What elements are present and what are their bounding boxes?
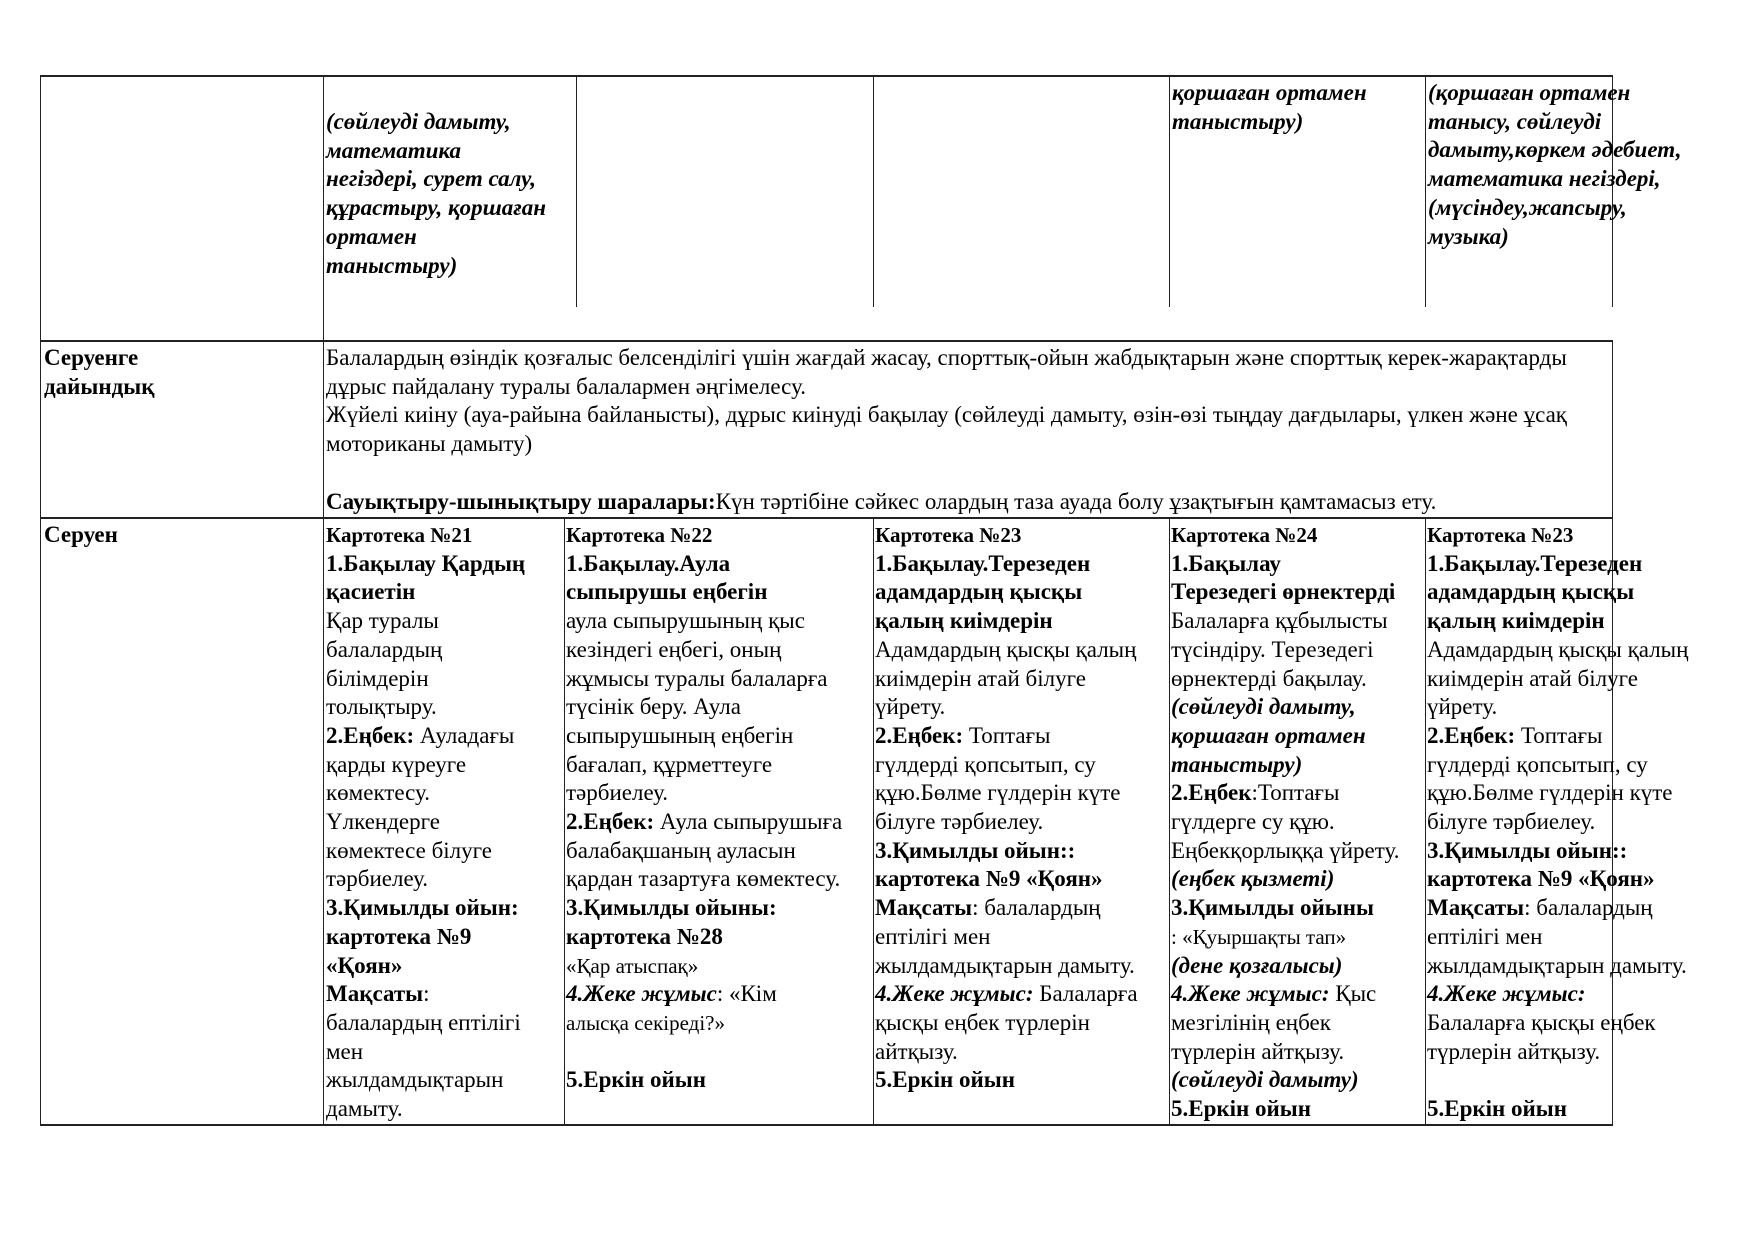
col-divider-3 xyxy=(873,517,874,1125)
walk-col4-line-16: 4.Жеке жұмыс: Қыс xyxy=(1171,981,1377,1007)
walk-col5-line-9: құю.Бөлме гүлдерін күте xyxy=(1427,780,1673,806)
walk-col4-line-10: гүлдерге су құю. xyxy=(1171,809,1335,835)
walk-col2-line-12: қардан тазартуға көмектесу. xyxy=(566,866,841,892)
walk-col1-line-10: Үлкендерге xyxy=(326,809,440,835)
top-row-col5-text xyxy=(1172,79,1367,136)
walk-col3-line-19: 5.Еркін ойын xyxy=(875,1067,1015,1093)
walk-col4-line-5: өрнектерді бақылау. xyxy=(1171,665,1367,691)
walk-col3-line-7: 2.Еңбек: Топтағы xyxy=(875,722,1051,748)
health-measures-title: Сауықтыру-шынықтыру шаралары: xyxy=(326,488,716,514)
walk-col5-line-3: қалың киімдерін xyxy=(1427,608,1605,634)
walk-col1-line-19: жылдамдықтарын xyxy=(326,1067,504,1093)
col-divider-4-top xyxy=(1169,75,1170,307)
table-left-border xyxy=(40,75,41,1125)
walk-col1-line-20: дамыту. xyxy=(326,1096,403,1122)
prep-text-line-1: Балалардың өзіндік қозғалыс белсенділігі үшін жағдай жасау, спорттық-ойын жабдықтарын және спорттық керек-жарақтарды xyxy=(326,345,1567,370)
walk-col4-line-6: (сөйлеуді дамыту, xyxy=(1171,694,1356,720)
walk-col4-line-19: (сөйлеуді дамыту) xyxy=(1171,1067,1359,1093)
walk-col5-line-7: 2.Еңбек: Топтағы xyxy=(1427,722,1603,748)
walk-col4-line-2: Терезедегі өрнектерді xyxy=(1171,579,1396,605)
walk-col4-line-7: қоршаған ортамен xyxy=(1171,722,1366,748)
walk-col5-line-10: білуге тәрбиелеу. xyxy=(1427,809,1596,835)
walk-col5-line-5: киімдерін атай білуге xyxy=(1427,665,1638,691)
walk-col1-line-5: білімдерін xyxy=(326,665,429,691)
walk-col4-line-8: таныстыру) xyxy=(1171,751,1303,777)
top-c2-line-1: (сөйлеуді дамыту, xyxy=(326,109,511,134)
walk-col3-line-13: Мақсаты: балалардың xyxy=(875,895,1101,921)
top-row-col6-text xyxy=(1428,79,1681,251)
walk-col4-line-3: Балаларға құбылысты xyxy=(1171,608,1388,634)
walk-col1-line-17: балалардың ептілігі xyxy=(326,1009,521,1035)
walk-col2-line-6: түсінік беру. Аула xyxy=(566,694,741,720)
top-c6-line-4: математика негіздері, xyxy=(1428,166,1661,192)
table-bottom-border xyxy=(40,1124,1613,1126)
col-divider-1 xyxy=(323,75,324,1125)
walk-col3-card-header: Картотека №23 xyxy=(875,523,1022,547)
walk-col5-card-header: Картотека №23 xyxy=(1427,523,1574,547)
walk-col-5 xyxy=(1427,521,1688,1124)
col-divider-5 xyxy=(1425,517,1426,1125)
walk-col1-line-16: Мақсаты: xyxy=(326,981,430,1007)
prep-row-text xyxy=(326,344,1567,516)
col-divider-2 xyxy=(564,517,565,1125)
walk-col5-line-11: 3.Қимылды ойын:: xyxy=(1427,837,1628,863)
walk-col1-line-18: мен xyxy=(326,1038,364,1064)
prep-blank-line xyxy=(326,459,1567,488)
walk-col5-line-12: картотека №9 «Қоян» xyxy=(1427,866,1655,892)
walk-col4-line-18: түрлерін айтқызу. xyxy=(1171,1038,1345,1064)
walk-col1-line-3: Қар туралы xyxy=(326,608,439,634)
walk-col2-line-2: сыпырушы еңбегін xyxy=(566,579,768,605)
walk-row-label: Серуен xyxy=(44,522,118,547)
walk-col2-line-15: «Қар атыспақ» xyxy=(566,953,699,978)
walk-col3-line-4: Адамдардың қысқы қалың xyxy=(875,636,1137,662)
walk-col1-card-header: Картотека №21 xyxy=(326,523,473,547)
walk-col4-card-header: Картотека №24 xyxy=(1171,523,1318,547)
walk-col2-line-8: бағалап, құрметтеуге xyxy=(566,751,773,777)
top-c5-line-2: таныстыру) xyxy=(1172,108,1304,134)
prep-label-line-1: Серуенге xyxy=(44,345,139,370)
walk-col3-line-17: қысқы еңбек түрлерін xyxy=(875,1009,1090,1035)
walk-col1-line-13: 3.Қимылды ойын: xyxy=(326,895,519,921)
walk-col5-line-20: 5.Еркін ойын xyxy=(1427,1096,1567,1122)
walk-col2-line-16: 4.Жеке жұмыс: «Кім xyxy=(566,981,777,1007)
walk-col3-line-5: киімдерін атай білуге xyxy=(875,665,1086,691)
walk-col1-line-2: қасиетін xyxy=(326,579,416,605)
walk-col4-line-9: 2.Еңбек:Топтағы xyxy=(1171,780,1340,806)
walk-col2-line-18 xyxy=(566,1038,842,1067)
walk-col3-line-14: ептілігі мен xyxy=(875,923,991,949)
prep-label-line-2: дайындық xyxy=(44,373,155,399)
walk-col5-line-16: 4.Жеке жұмыс: xyxy=(1427,981,1586,1007)
top-c6-line-3: дамыту,көркем әдебиет, xyxy=(1428,137,1682,163)
walk-col3-line-6: үйрету. xyxy=(875,694,946,720)
walk-col5-line-17: Балаларға қысқы еңбек xyxy=(1427,1009,1656,1035)
walk-col2-line-9: тәрбиелеу. xyxy=(566,780,669,806)
walk-col5-line-2: адамдардың қысқы xyxy=(1427,579,1635,605)
walk-col5-line-13: Мақсаты: балалардың xyxy=(1427,895,1653,921)
top-c6-line-6: музыка) xyxy=(1428,223,1509,249)
walk-col4-line-11: Еңбекқорлыққа үйрету. xyxy=(1171,837,1400,863)
walk-col3-line-3: қалың киімдерін xyxy=(875,608,1053,634)
walk-col3-line-11: 3.Қимылды ойын:: xyxy=(875,837,1076,863)
walk-col3-line-8: гүлдерді қопсытып, су xyxy=(875,751,1096,777)
walk-col-1 xyxy=(326,521,525,1124)
walk-col2-line-11: балабақшаның ауласын xyxy=(566,837,796,863)
top-c2-line-4: құрастыру, қоршаған xyxy=(326,195,547,221)
health-measures-line xyxy=(326,488,1567,517)
walk-col4-line-12: (еңбек қызметі) xyxy=(1171,866,1335,892)
walk-col1-line-8: қарды күреуге xyxy=(326,751,467,777)
walk-col1-line-7: 2.Еңбек: Ауладағы xyxy=(326,722,515,748)
walk-col5-line-15: жылдамдықтарын дамыту. xyxy=(1427,952,1687,978)
walk-col3-line-18: айтқызу. xyxy=(875,1038,958,1064)
walk-col5-line-4: Адамдардың қысқы қалың xyxy=(1427,636,1689,662)
walk-col2-card-header: Картотека №22 xyxy=(566,523,713,547)
walk-col1-line-12: тәрбиелеу. xyxy=(326,866,429,892)
walk-col2-line-17: алысқа секіреді?» xyxy=(566,1010,726,1035)
walk-col3-line-2: адамдардың қысқы xyxy=(875,579,1083,605)
top-row-col2-text xyxy=(326,108,546,280)
walk-col3-line-16: 4.Жеке жұмыс: Балаларға xyxy=(875,981,1138,1007)
walk-col5-line-6: үйрету. xyxy=(1427,694,1498,720)
walk-col1-line-1: 1.Бақылау Қардың xyxy=(326,550,526,576)
table-top-border xyxy=(40,75,1613,77)
top-c6-line-2: танысу, сөйлеуді xyxy=(1428,108,1602,134)
walk-col2-line-13: 3.Қимылды ойыны: xyxy=(566,895,777,921)
walk-col4-line-14: : «Қуыршақты тап» xyxy=(1171,924,1347,949)
top-c6-line-5: (мүсіндеу,жапсыру, xyxy=(1428,194,1627,220)
walk-col2-line-14: картотека №28 xyxy=(566,923,723,949)
walk-col2-line-19: 5.Еркін ойын xyxy=(566,1067,706,1093)
walk-row-top-border xyxy=(40,517,1613,519)
walk-col1-line-11: көмектесе білуге xyxy=(326,837,492,863)
walk-col5-line-19 xyxy=(1427,1066,1688,1095)
walk-col4-line-4: түсіндіру. Терезедегі xyxy=(1171,636,1374,662)
col-divider-4 xyxy=(1169,517,1170,1125)
walk-col2-line-5: жұмысы туралы балаларға xyxy=(566,665,828,691)
walk-col5-line-8: гүлдерді қопсытып, су xyxy=(1427,751,1648,777)
walk-col3-line-10: білуге тәрбиелеу. xyxy=(875,809,1044,835)
walk-col1-line-6: толықтыру. xyxy=(326,694,437,720)
walk-col1-line-4: балалардың xyxy=(326,636,443,662)
col-divider-3-top xyxy=(873,75,874,307)
walk-col1-line-14: картотека №9 xyxy=(326,923,472,949)
top-c2-line-3: негіздері, сурет салу, xyxy=(326,166,536,192)
walk-col3-line-15: жылдамдықтарын дамыту. xyxy=(875,952,1135,978)
walk-col4-line-1: 1.Бақылау xyxy=(1171,550,1281,576)
walk-col3-line-9: құю.Бөлме гүлдерін күте xyxy=(875,780,1121,806)
walk-col-3 xyxy=(875,521,1138,1095)
walk-col1-line-15: «Қоян» xyxy=(326,952,403,978)
walk-col4-line-13: 3.Қимылды ойыны xyxy=(1171,895,1374,921)
walk-col2-line-4: кезіндегі еңбегі, оның xyxy=(566,636,782,662)
walk-col4-line-20: 5.Еркін ойын xyxy=(1171,1096,1311,1122)
walk-col2-line-7: сыпырушының еңбегін xyxy=(566,722,794,748)
walk-col4-line-17: мезгілінің еңбек xyxy=(1171,1009,1331,1035)
walk-col5-line-1: 1.Бақылау.Терезеден xyxy=(1427,550,1643,576)
walk-col2-line-1: 1.Бақылау.Аула xyxy=(566,550,731,576)
walk-col2-line-3: аула сыпырушының қыс xyxy=(566,608,805,634)
col-divider-5-top xyxy=(1425,75,1426,307)
prep-text-line-3: Жүйелі киіну (ауа-райына байланысты), дұрыс киінуді бақылау (сөйлеуді дамыту, өзін-өзі тыңдау дағдылары, үлкен және ұсақ xyxy=(326,402,1567,428)
prep-row-label xyxy=(44,344,154,401)
walk-col3-line-1: 1.Бақылау.Терезеден xyxy=(875,550,1091,576)
top-c2-line-5: ортамен xyxy=(326,223,417,249)
walk-col5-line-14: ептілігі мен xyxy=(1427,923,1543,949)
top-c2-line-6: таныстыру) xyxy=(326,252,458,278)
walk-col1-line-9: көмектесу. xyxy=(326,780,430,806)
top-c6-line-1: (қоршаған ортамен xyxy=(1428,80,1631,105)
walk-col5-line-18: түрлерін айтқызу. xyxy=(1427,1038,1601,1064)
walk-col2-line-10: 2.Еңбек: Аула сыпырушыға xyxy=(566,809,843,835)
col-divider-2-top xyxy=(576,75,577,307)
prep-row-top-border xyxy=(40,340,1613,342)
top-c2-line-2: математика xyxy=(326,137,462,163)
prep-text-line-2: дұрыс пайдалану туралы балалармен әңгімелесу. xyxy=(326,373,807,399)
top-c5-line-1: қоршаған ортамен xyxy=(1172,80,1367,105)
health-measures-text: Күн тәртібіне сәйкес олардың таза ауада болу ұзақтығын қамтамасыз ету. xyxy=(715,488,1437,514)
walk-col-4 xyxy=(1171,521,1399,1124)
walk-col-2 xyxy=(566,521,842,1095)
walk-col4-line-15: (дене қозғалысы) xyxy=(1171,952,1343,978)
walk-col3-line-12: картотека №9 «Қоян» xyxy=(875,866,1103,892)
prep-text-line-4: моториканы дамыту) xyxy=(326,431,533,457)
